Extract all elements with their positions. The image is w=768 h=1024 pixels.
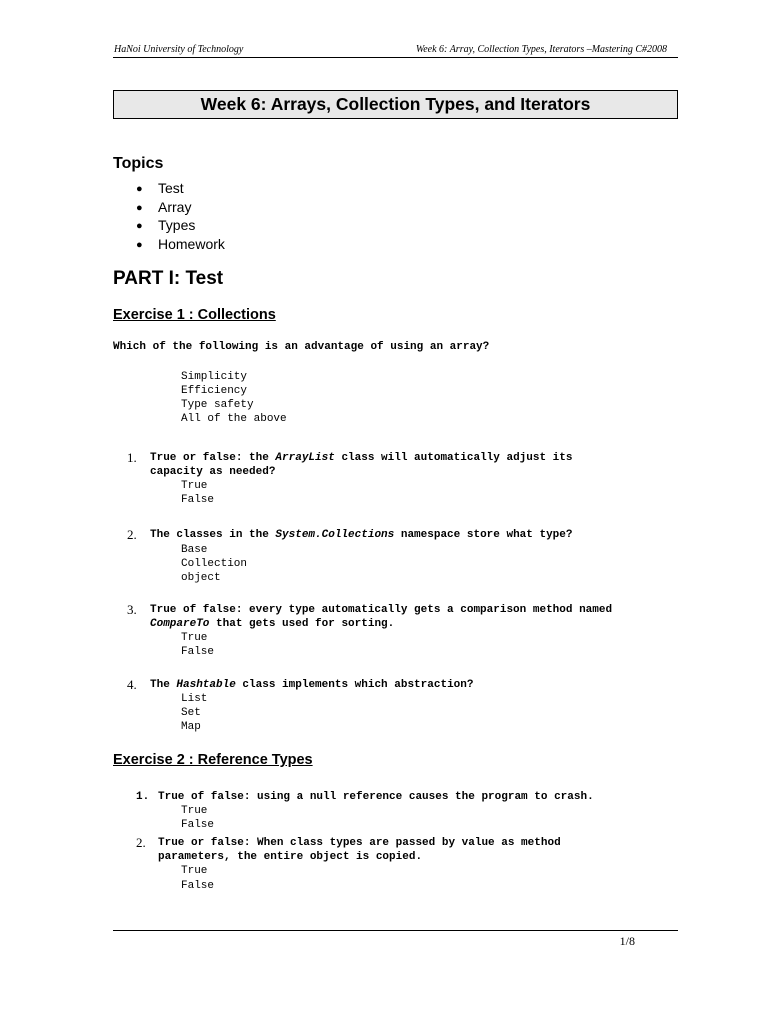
bullet-icon: ●: [136, 239, 143, 251]
bullet-icon: ●: [136, 202, 143, 214]
topic-item: [136, 217, 195, 233]
question-text: capacity as needed?: [150, 466, 276, 478]
answer-option: True: [181, 805, 208, 817]
intro-option: Simplicity: [181, 371, 248, 383]
topic-item: [136, 199, 191, 215]
question-text: CompareTo that gets used for sorting.: [150, 618, 395, 630]
topic-label: Types: [158, 217, 196, 233]
answer-option: Map: [181, 721, 201, 733]
question-text: True of false: every type automatically gets a comparison method named: [150, 604, 613, 616]
topic-item: [136, 180, 184, 196]
page-title-text: Week 6: Arrays, Collection Types, and Iterators: [200, 94, 591, 114]
answer-option: object: [181, 572, 221, 584]
bullet-icon: ●: [136, 220, 143, 232]
intro-option: All of the above: [181, 413, 287, 425]
question-text: The Hashtable class implements which abstraction?: [150, 679, 474, 691]
header-rule: [113, 57, 678, 58]
question-number: 4.: [127, 677, 137, 692]
topic-label: Homework: [158, 236, 225, 252]
topic-label: Test: [158, 180, 184, 196]
question-number: 2.: [136, 835, 146, 850]
question-text: True or false: When class types are passed by value as method: [158, 837, 561, 849]
answer-option: Set: [181, 707, 201, 719]
bullet-icon: ●: [136, 183, 143, 195]
question-text: True of false: using a null reference causes the program to crash.: [158, 791, 594, 803]
question-number: 1.: [127, 450, 137, 465]
answer-option: False: [181, 880, 215, 892]
question-text: True or false: the ArrayList class will automatically adjust its: [150, 452, 573, 464]
question-text: The classes in the System.Collections namespace store what type?: [150, 529, 573, 541]
answer-option: True: [181, 632, 208, 644]
answer-option: Collection: [181, 558, 248, 570]
intro-option: Efficiency: [181, 385, 248, 397]
footer-rule: [113, 930, 678, 931]
question-number: 3.: [127, 602, 137, 617]
question-number: 2.: [127, 527, 137, 542]
header-left: HaNoi University of Technology: [114, 44, 244, 55]
answer-option: True: [181, 865, 208, 877]
page-title: [113, 90, 678, 119]
answer-option: False: [181, 819, 215, 831]
page-number: 1/8: [619, 934, 635, 948]
answer-option: List: [181, 693, 208, 705]
question-text: parameters, the entire object is copied.: [158, 851, 423, 863]
topic-label: Array: [158, 199, 192, 215]
exercise-2-heading: Exercise 2 : Reference Types: [113, 752, 313, 768]
topic-item: [136, 236, 225, 252]
question-number: 1.: [136, 791, 150, 803]
part-heading: PART I: Test: [113, 268, 224, 289]
answer-option: False: [181, 494, 215, 506]
intro-question: Which of the following is an advantage of using an array?: [113, 341, 490, 353]
topics-heading: Topics: [113, 155, 164, 172]
answer-option: Base: [181, 544, 208, 556]
answer-option: False: [181, 646, 215, 658]
intro-option: Type safety: [181, 399, 254, 411]
exercise-1-heading: Exercise 1 : Collections: [113, 307, 276, 323]
answer-option: True: [181, 480, 208, 492]
header-right: Week 6: Array, Collection Types, Iterators –Mastering C#2008: [415, 44, 667, 55]
